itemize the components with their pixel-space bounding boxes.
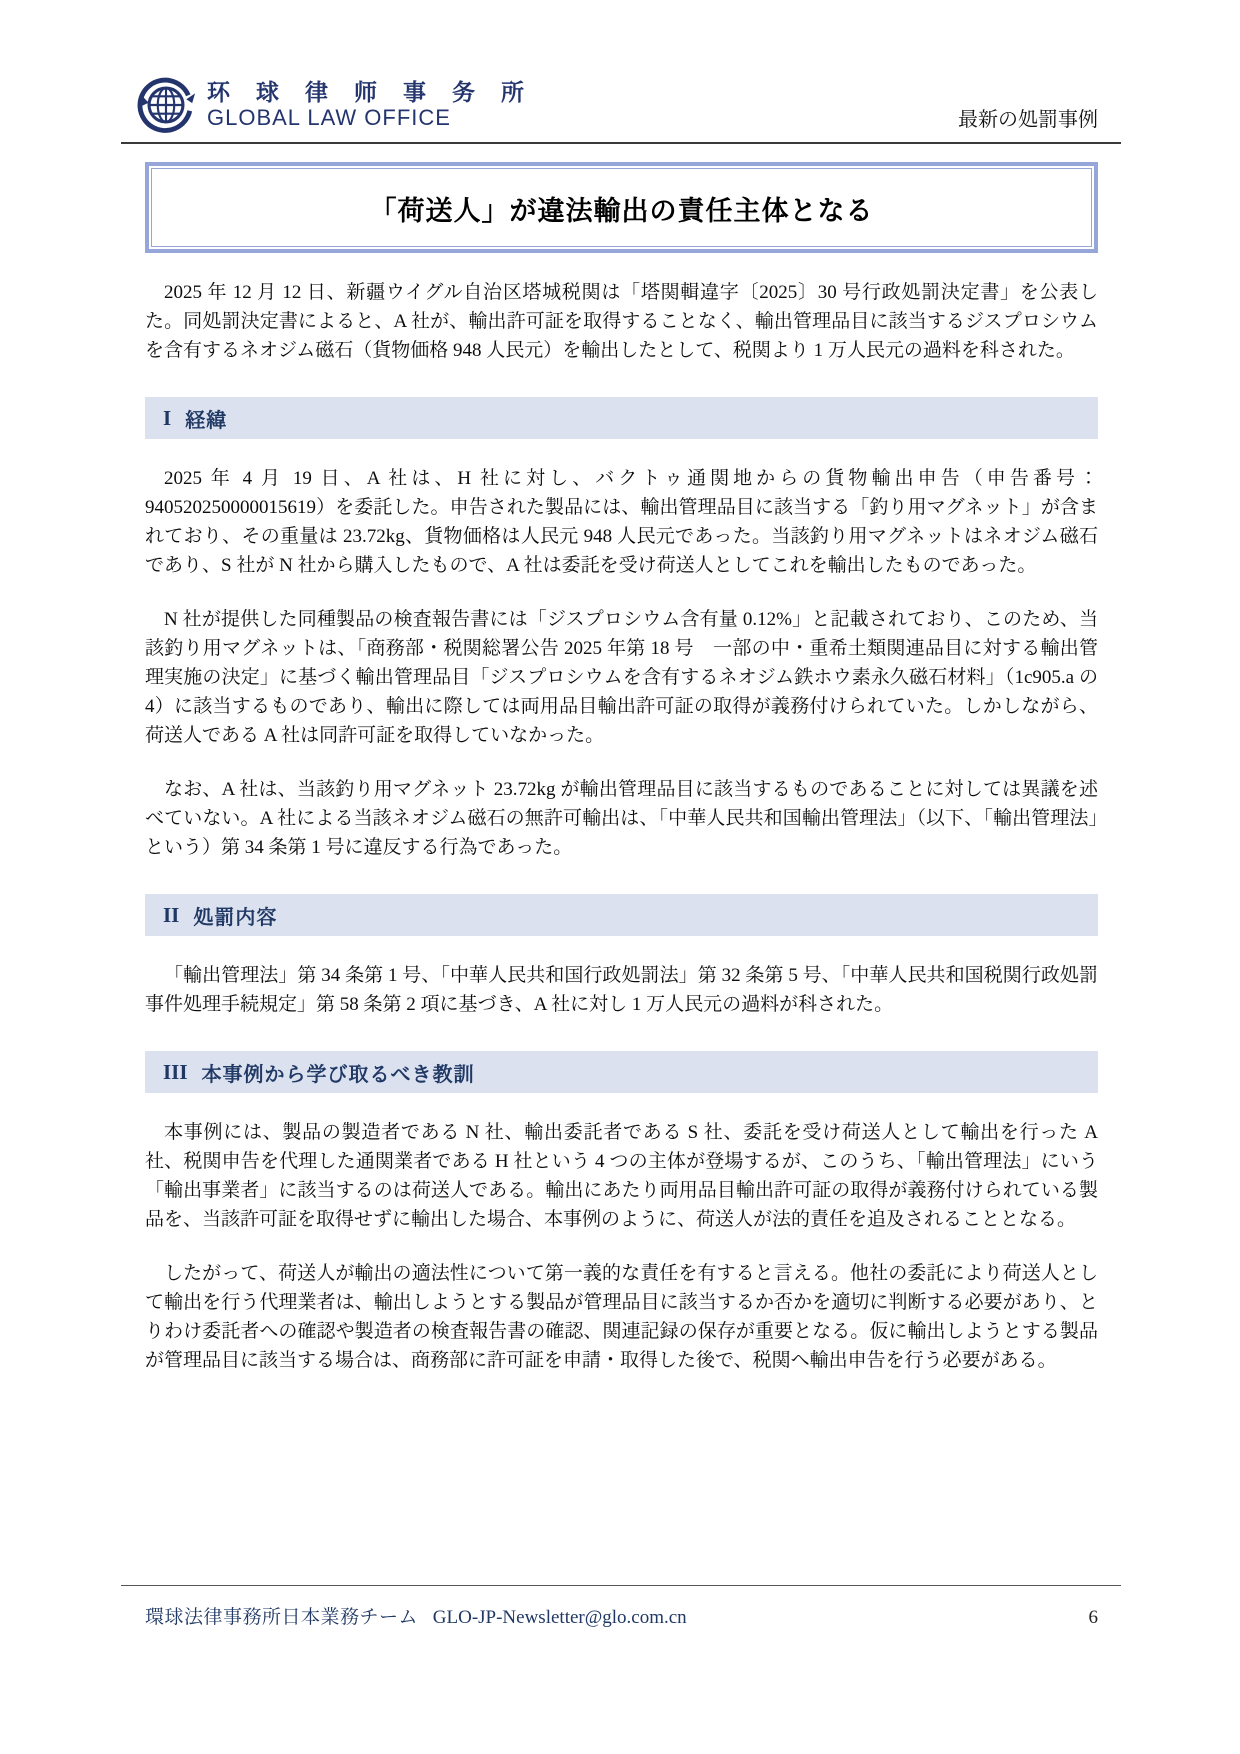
section-heading-label: 処罰内容: [193, 904, 278, 929]
paragraph: 本事例には、製品の製造者である N 社、輸出委託者である S 社、委託を受け荷送人として輸出を行った A 社、税関申告を代理した通関業者である H 社という 4 つの主体が登場するが、このうち、「輸出管理法」にいう「輸出事業者」に該当するのは荷送人である。輸出にあたり両用品目輸出許可証の取得が義務付けられている製品を、当該許可証を取得せずに輸出した場合、本事例のように、荷送人が法的責任を追及されることとなる。: [145, 1122, 1098, 1230]
paragraph: 2025 年 4 月 19 日、A 社は、H 社に対し、バクトゥ通関地からの貨物輸出申告（申告番号：940520250000015619）を委託した。申告された製品には、輸出管理品目に該当する「釣り用マグネット」が含まれており、その重量は 23.72kg、貨物価格は人民元 948 人民元であった。当該釣り用マグネットはネオジム磁石であり、S 社が N 社から購入したもので、A 社は委託を受け荷送人としてこれを輸出したものであった。: [145, 468, 1099, 576]
intro-paragraph: 2025 年 12 月 12 日、新疆ウイグル自治区塔城税関は「塔関輯違字〔2025〕30 号行政処罰決定書」を公表した。同処罰決定書によると、A 社が、輸出許可証を取得することなく、輸出管理品目に該当するジスプロシウムを含有するネオジム磁石（貨物価格 948 人民元）を輸出したとして、税関より 1 万人民元の過料を科された。: [145, 282, 1098, 361]
footer-contact: [145, 1602, 687, 1629]
section-heading-keii: [145, 397, 1098, 439]
footer-team-name: 環球法律事務所日本業務チーム: [145, 1607, 419, 1628]
newsletter-section-tagline: 最新の処罰事例: [958, 107, 1098, 131]
footer-divider: [121, 1585, 1121, 1586]
section-heading-kyokun: [145, 1051, 1098, 1093]
footer-email: GLO-JP-Newsletter@glo.com.cn: [432, 1607, 687, 1628]
paragraph: したがって、荷送人が輸出の適法性について第一義的な責任を有すると言える。他社の委託により荷送人として輸出を行う代理業者は、輸出しようとする製品が管理品目に該当するか否かを適切に判断する必要があり、とりわけ委託者への確認や製造者の検査報告書の確認、関連記録の保存が重要となる。仮に輸出しようとする製品が管理品目に該当する場合は、商務部に許可証を申請・取得した後で、税関へ輸出申告を行う必要がある。: [145, 1263, 1098, 1371]
firm-name-chinese: 环 球 律 师 事 务 所: [207, 79, 534, 106]
firm-name-english: GLOBAL LAW OFFICE: [207, 105, 451, 131]
globe-logo-icon: [135, 74, 197, 136]
page-header: [135, 74, 1098, 136]
firm-name: [207, 80, 533, 131]
section-number: III: [163, 1059, 188, 1084]
section-number: II: [163, 902, 180, 927]
firm-logo-block: [135, 74, 533, 136]
paragraph: 「輸出管理法」第 34 条第 1 号、「中華人民共和国行政処罰法」第 32 条第 5 号、「中華人民共和国税関行政処罰事件処理手続規定」第 58 条第 2 項に基づき、A 社に対し 1 万人民元の過料が科された。: [145, 965, 1098, 1015]
paragraph: なお、A 社は、当該釣り用マグネット 23.72kg が輸出管理品目に該当するものであることに対しては異議を述べていない。A 社による当該ネオジム磁石の無許可輸出は、「中華人民共和国輸出管理法」（以下、「輸出管理法」という）第 34 条第 1 号に違反する行為であった。: [145, 779, 1098, 858]
section-heading-label: 本事例から学び取るべき教訓: [201, 1061, 475, 1086]
section-heading-label: 経緯: [185, 407, 228, 432]
section-heading-shobatsu: [145, 894, 1098, 936]
section-number: I: [163, 405, 172, 430]
page-number: 6: [1088, 1607, 1098, 1628]
article-title-inner-border: [151, 168, 1092, 247]
page-footer: [145, 1585, 1098, 1629]
article-title-box: [145, 162, 1098, 253]
header-divider: [121, 142, 1121, 144]
article-title: 「荷送人」が違法輸出の責任主体となる: [369, 196, 874, 227]
paragraph: N 社が提供した同種製品の検査報告書には「ジスプロシウム含有量 0.12%」と記載されており、このため、当該釣り用マグネットは、「商務部・税関総署公告 2025 年第 18 号 一部の中・重希土類関連品目に対する輸出管理実施の決定」に基づく輸出管理品目「ジスプロシウムを含有するネオジム鉄ホウ素永久磁石材料」（1c905.a の 4）に該当するものであり、輸出に際しては両用品目輸出許可証の取得が義務付けられていた。しかしながら、荷送人である A 社は同許可証を取得していなかった。: [145, 609, 1098, 746]
